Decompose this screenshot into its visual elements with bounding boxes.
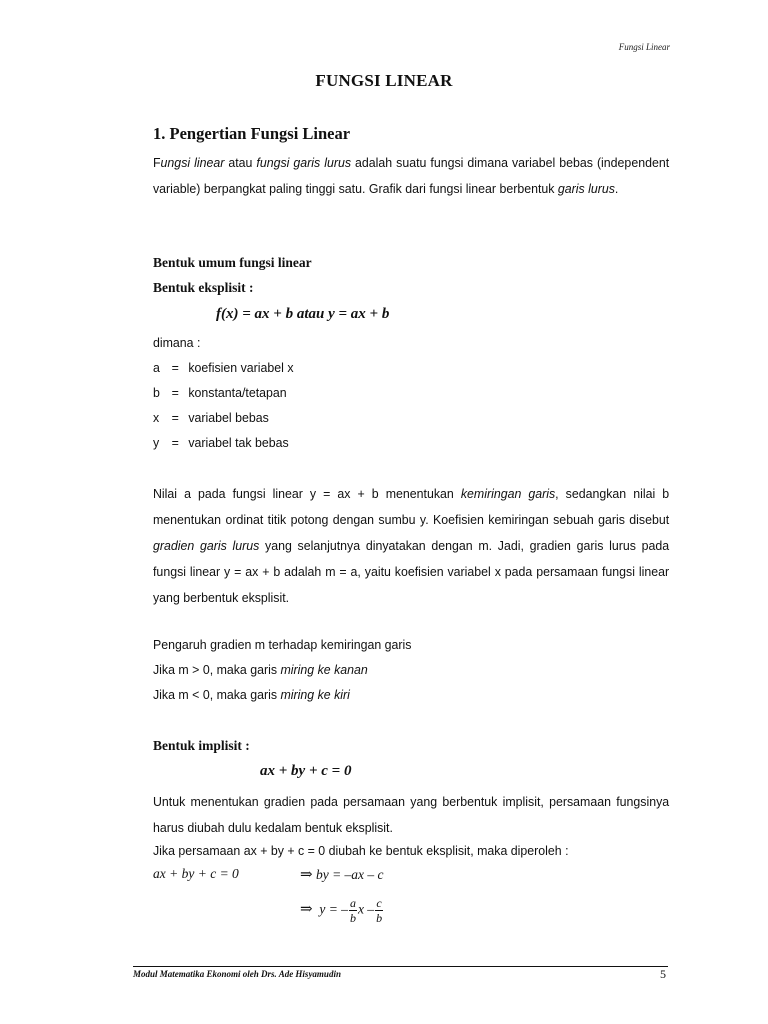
equation-step1: ⇒ by = –ax – c (300, 867, 384, 883)
influence-negative: Jika m < 0, maka garis miring ke kiri (153, 687, 350, 702)
intro-emph-garis-lurus: garis lurus (557, 181, 615, 196)
dimana-label: dimana : (153, 335, 201, 350)
fraction-c-over-b: $\frac{c}{b}$ (376, 896, 383, 925)
intro-text: atau (224, 155, 257, 170)
implies-icon: ⇒ (300, 867, 313, 883)
gradient-paragraph: Nilai a pada fungsi linear y = ax + b menentukan kemiringan garis, sedangkan nilai b menentukan ordinat titik potong dengan sumbu y. Koefisien kemiringan sebuah garis disebut gradien garis lurus yang selanjutnya dinyatakan dengan m. Jadi, gradien garis lurus pada fungsi linear y = ax + b adalah m = a, yaitu koefisien variabel x pada persamaan fungsi linear yang berbentuk eksplisit. (153, 486, 670, 605)
influence-heading: Pengaruh gradien m terhadap kemiringan garis (153, 637, 412, 652)
intro-text: F (153, 155, 161, 170)
footer-credit: Modul Matematika Ekonomi oleh Drs. Ade Hisyamudin (133, 969, 341, 979)
implicit-formula: ax + by + c = 0 (260, 763, 352, 779)
explicit-form-label: Bentuk eksplisit : (153, 280, 254, 295)
intro-text: . (614, 181, 619, 196)
intro-emph-fungsi-linear: ungsi linear (160, 155, 225, 170)
intro-emph-fungsi-garis-lurus: fungsi garis lurus (256, 155, 352, 170)
equation-left: ax + by + c = 0 (153, 866, 239, 881)
equation-step2: ⇒ y = – $\frac{a}{b}$ x – $\frac{c}{b}$ (300, 896, 383, 925)
implicit-form-label: Bentuk implisit : (153, 738, 250, 753)
definition-row: x = variabel bebas (153, 410, 269, 425)
influence-positive: Jika m > 0, maka garis miring ke kanan (153, 662, 368, 677)
section-heading: 1. Pengertian Fungsi Linear (153, 124, 351, 143)
intro-text: adalah suatu fungsi dimana variabel bebas (independent variable) berpangkat paling tinggi satu. Grafik dari fungsi linear berbentuk (153, 155, 670, 196)
footer-divider (133, 966, 668, 967)
emph-kemiringan-garis: kemiringan garis (460, 486, 556, 501)
definition-row: b = konstanta/tetapan (153, 385, 287, 400)
page-number: 5 (660, 967, 666, 981)
intro-paragraph (153, 150, 669, 202)
running-header: Fungsi Linear (618, 42, 670, 52)
explicit-formula: f(x) = ax + b atau y = ax + b (216, 306, 390, 322)
definition-row: y = variabel tak bebas (153, 435, 289, 450)
definition-row: a = koefisien variabel x (153, 360, 294, 375)
fraction-a-over-b: $\frac{a}{b}$ (349, 896, 356, 925)
emph-gradien-garis-lurus: gradien garis lurus (153, 538, 260, 553)
general-form-label: Bentuk umum fungsi linear (153, 255, 312, 270)
implies-icon: ⇒ (300, 901, 313, 918)
convert-line: Jika persamaan ax + by + c = 0 diubah ke bentuk eksplisit, maka diperoleh : (153, 843, 569, 858)
document-title: FUNGSI LINEAR (315, 71, 453, 90)
implicit-paragraph: Untuk menentukan gradien pada persamaan yang berbentuk implisit, persamaan fungsinya harus diubah dulu kedalam bentuk eksplisit. (153, 794, 670, 835)
